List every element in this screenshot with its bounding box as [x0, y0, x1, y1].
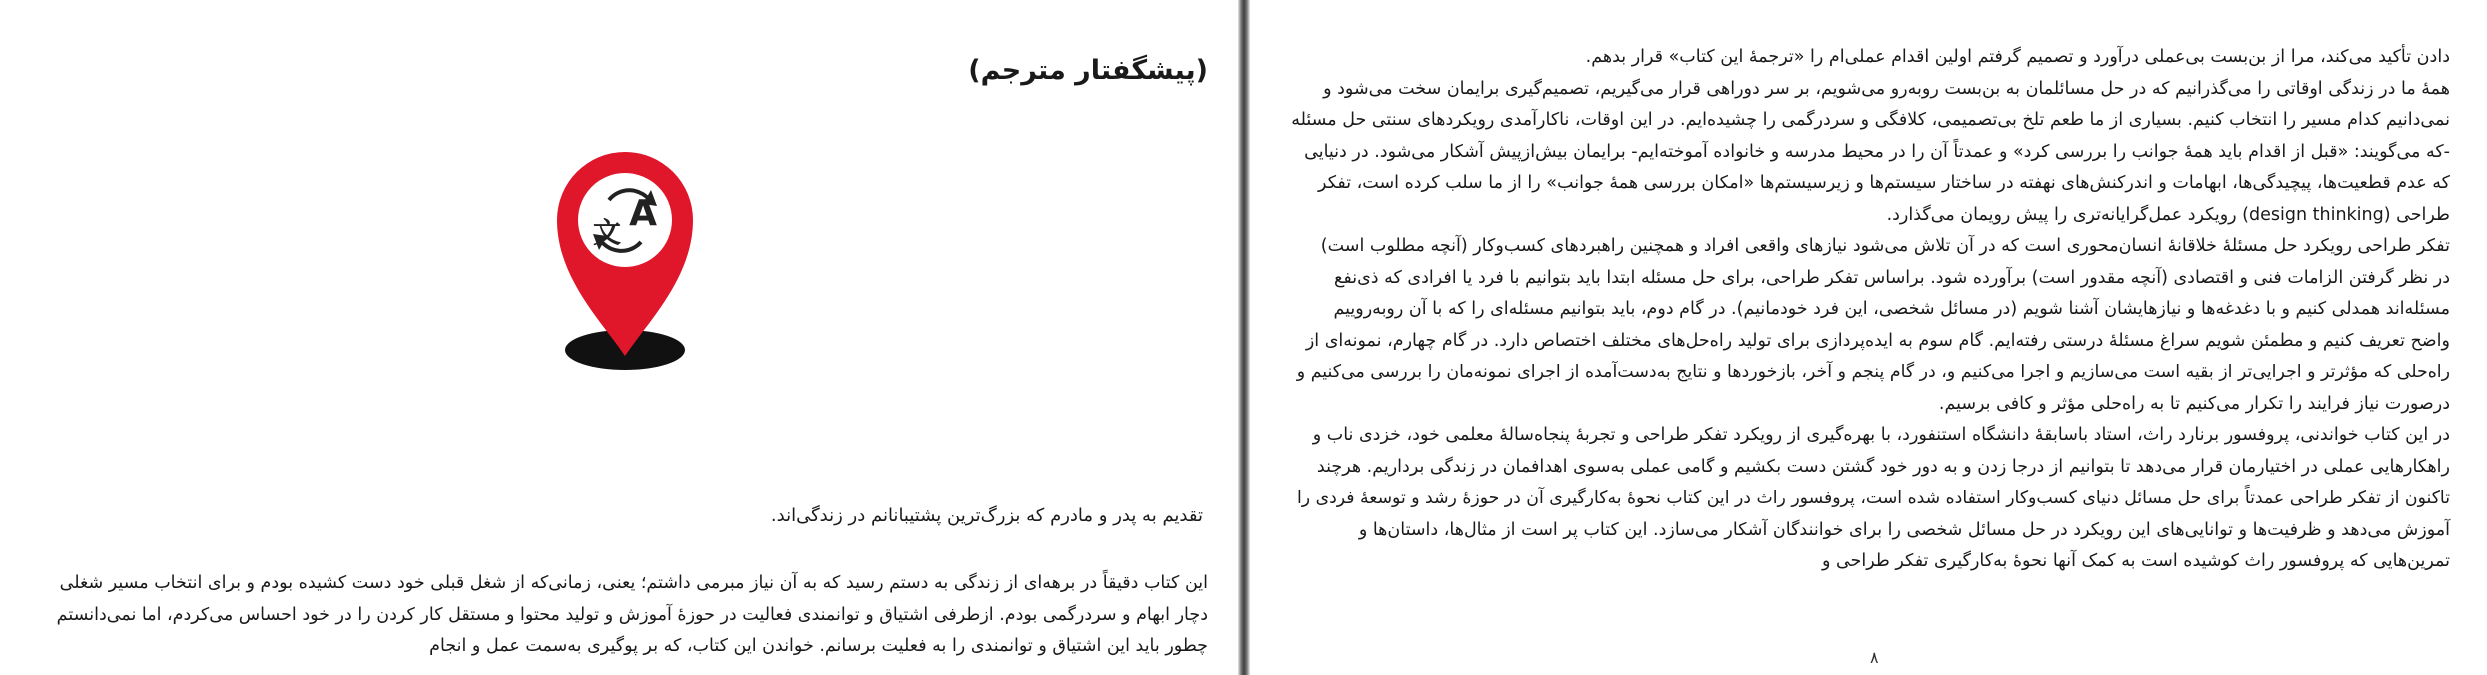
paragraph-line: دادن تأکید می‌کند، مرا از بن‌بست بی‌عملی درآورد و تصمیم گرفتم اولین اقدام عملی‌ام را «ترجمهٔ این کتاب» قرار بدهم.: [1585, 47, 2450, 67]
paragraph-line: راهکارهایی عملی در اختیارمان قرار می‌دهد تا بتوانیم از درجا زدن و به دور خود گشتن دست بکشیم و گامی عملی به‌سوی اهدافمان در زندگی برداریم. هرچند: [1316, 456, 2450, 477]
paragraph-line: در نظر گرفتن الزامات فنی و اقتصادی (آنچه مقدور است) برآورده شود. براساس تفکر طراحی، برای حل مسئله ابتدا باید بتوانیم با فرد یا افرادی که ذی‌نفع: [1334, 267, 2450, 288]
paragraph-line: واضح تعریف کنیم و مطمئن شویم سراغ مسئلهٔ درستی رفته‌ایم. گام سوم به ایده‌پردازی برای تولید راه‌حل‌های مختلف اختصاص دارد. در گام چهارم، نمونه‌ای از: [1305, 330, 2450, 351]
paragraph-line: چطور باید این اشتیاق و توانمندی را به فعلیت برسانم. خواندن این کتاب، که بر پوگیری به‌سمت عمل و انجام: [429, 636, 1208, 656]
paragraph-line: طراحی (design thinking) رویکرد عمل‌گرایانه‌تری را پیش رویمان می‌گذارد.: [1886, 204, 2450, 225]
page-divider: [1238, 0, 1250, 675]
paragraph-line: راه‌حلی که مؤثرتر و اجرایی‌تر از بقیه است می‌سازیم و اجرا می‌کنیم و، در گام پنجم و آخر، بازخوردها و نتایج به‌دست‌آمده از اجرای نمونه‌مان را بررسی می‌کنیم و: [1296, 362, 2450, 382]
right-body-text: [1290, 42, 2450, 578]
paragraph-line: که عدم قطعیت‌ها، پیچیدگی‌ها، ابهامات و اندرکنش‌های نهفته در ساختار سیستم‌ها و زیرسیستم‌ها «امکان بررسی همهٔ جوانب» را از ما سلب کرده است، تفکر: [1318, 173, 2450, 193]
paragraph-line: دچار ابهام و سردرگمی بودم. ازطرفی اشتیاق و توانمندی فعالیت در حوزهٔ آموزش و تولید محتوا و مستقل کار کردن را در خود احساس می‌کردم، اما نمی‌دانستم: [56, 604, 1208, 625]
translate-pin-icon: [545, 128, 705, 378]
page-heading: (پیشگفتار مترجم): [968, 55, 1208, 86]
paragraph-line: تفکر طراحی رویکرد حل مسئلهٔ خلاقانهٔ انسان‌محوری است که در آن تلاش می‌شود نیازهای واقعی افراد و همچنین راهبردهای کسب‌وکار (آنچه مطلوب است): [1320, 236, 2450, 256]
letter-a-glyph: A: [629, 193, 657, 234]
translate-pin-illustration: [545, 128, 705, 378]
paragraph-line: درصورت نیاز فرایند را تکرار می‌کنیم تا به راه‌حلی مؤثر و کافی برسیم.: [1938, 393, 2450, 414]
paragraph-line: آموزش می‌دهد و ظرفیت‌ها و توانایی‌های این رویکرد در حل مسائل شخصی را برای خوانندگان آشکار می‌سازد. این کتاب پر است از مثال‌ها، داستان‌ها و: [1358, 519, 2450, 540]
left-page: [0, 0, 1238, 675]
left-body-paragraph: [22, 568, 1208, 663]
right-page: [1250, 0, 2487, 675]
paragraph-line: همهٔ ما در زندگی اوقاتی را می‌گذرانیم که در حل مسائلمان به بن‌بست روبه‌رو می‌شویم، بر سر دوراهی قرار می‌گیریم، تصمیم‌گیری برایمان سخت می‌شود و: [1323, 78, 2450, 99]
paragraph-line: -که می‌گویند: «قبل از اقدام باید همهٔ جوانب را بررسی کرد» و عمدتاً آن را در محیط مدرسه و خانواده آموخته‌ایم- برایمان بیش‌ازپیش آشکار می‌شود. در دنیایی: [1304, 141, 2450, 162]
paragraph-line: تاکنون از تفکر طراحی عمدتاً برای حل مسائل دنیای کسب‌وکار استفاده شده است، پروفسور راث در این کتاب نحوهٔ به‌کارگیری آن در حوزهٔ رشد و توسعهٔ فردی را: [1296, 488, 2450, 508]
paragraph-line: در این کتاب خواندنی، پروفسور برنارد راث، استاد باسابقهٔ دانشگاه استنفورد، با بهره‌گیری از رویکرد تفکر طراحی و تجربهٔ پنجاه‌سالهٔ معلمی خود، خزدی ناب و: [1312, 425, 2450, 445]
paragraph-line: تمرین‌هایی که پروفسور راث کوشیده است به کمک آنها نحوهٔ به‌کارگیری تفکر طراحی و: [1821, 551, 2450, 571]
chinese-glyph: 文: [592, 216, 622, 249]
paragraph-line: نمی‌دانیم کدام مسیر را انتخاب کنیم. بسیاری از ما طعم تلخ بی‌تصمیمی، کلافگی و سردرگمی را چشیده‌ایم. در این اوقات، ناکارآمدی رویکردهای سنتی حل مسئله: [1291, 110, 2450, 130]
dedication-text: تقدیم به پدر و مادرم که بزرگ‌ترین پشتیبانانم در زندگی‌اند.: [770, 505, 1203, 526]
paragraph-line: مسئله‌اند همدلی کنیم و با دغدغه‌ها و نیازهایشان آشنا شویم (در مسائل شخصی، این فرد خودمانیم). در گام دوم، باید بتوانیم مسئله‌ای را که با آن روبه‌روییم: [1333, 299, 2450, 319]
page-number: ۸: [1870, 648, 1879, 667]
paragraph-line: این کتاب دقیقاً در برهه‌ای از زندگی به دستم رسید که به آن نیاز مبرمی داشتم؛ یعنی، زمانی‌که از شغل قبلی خود دست کشیده بودم و برای انتخاب مسیر شغلی: [59, 573, 1208, 593]
